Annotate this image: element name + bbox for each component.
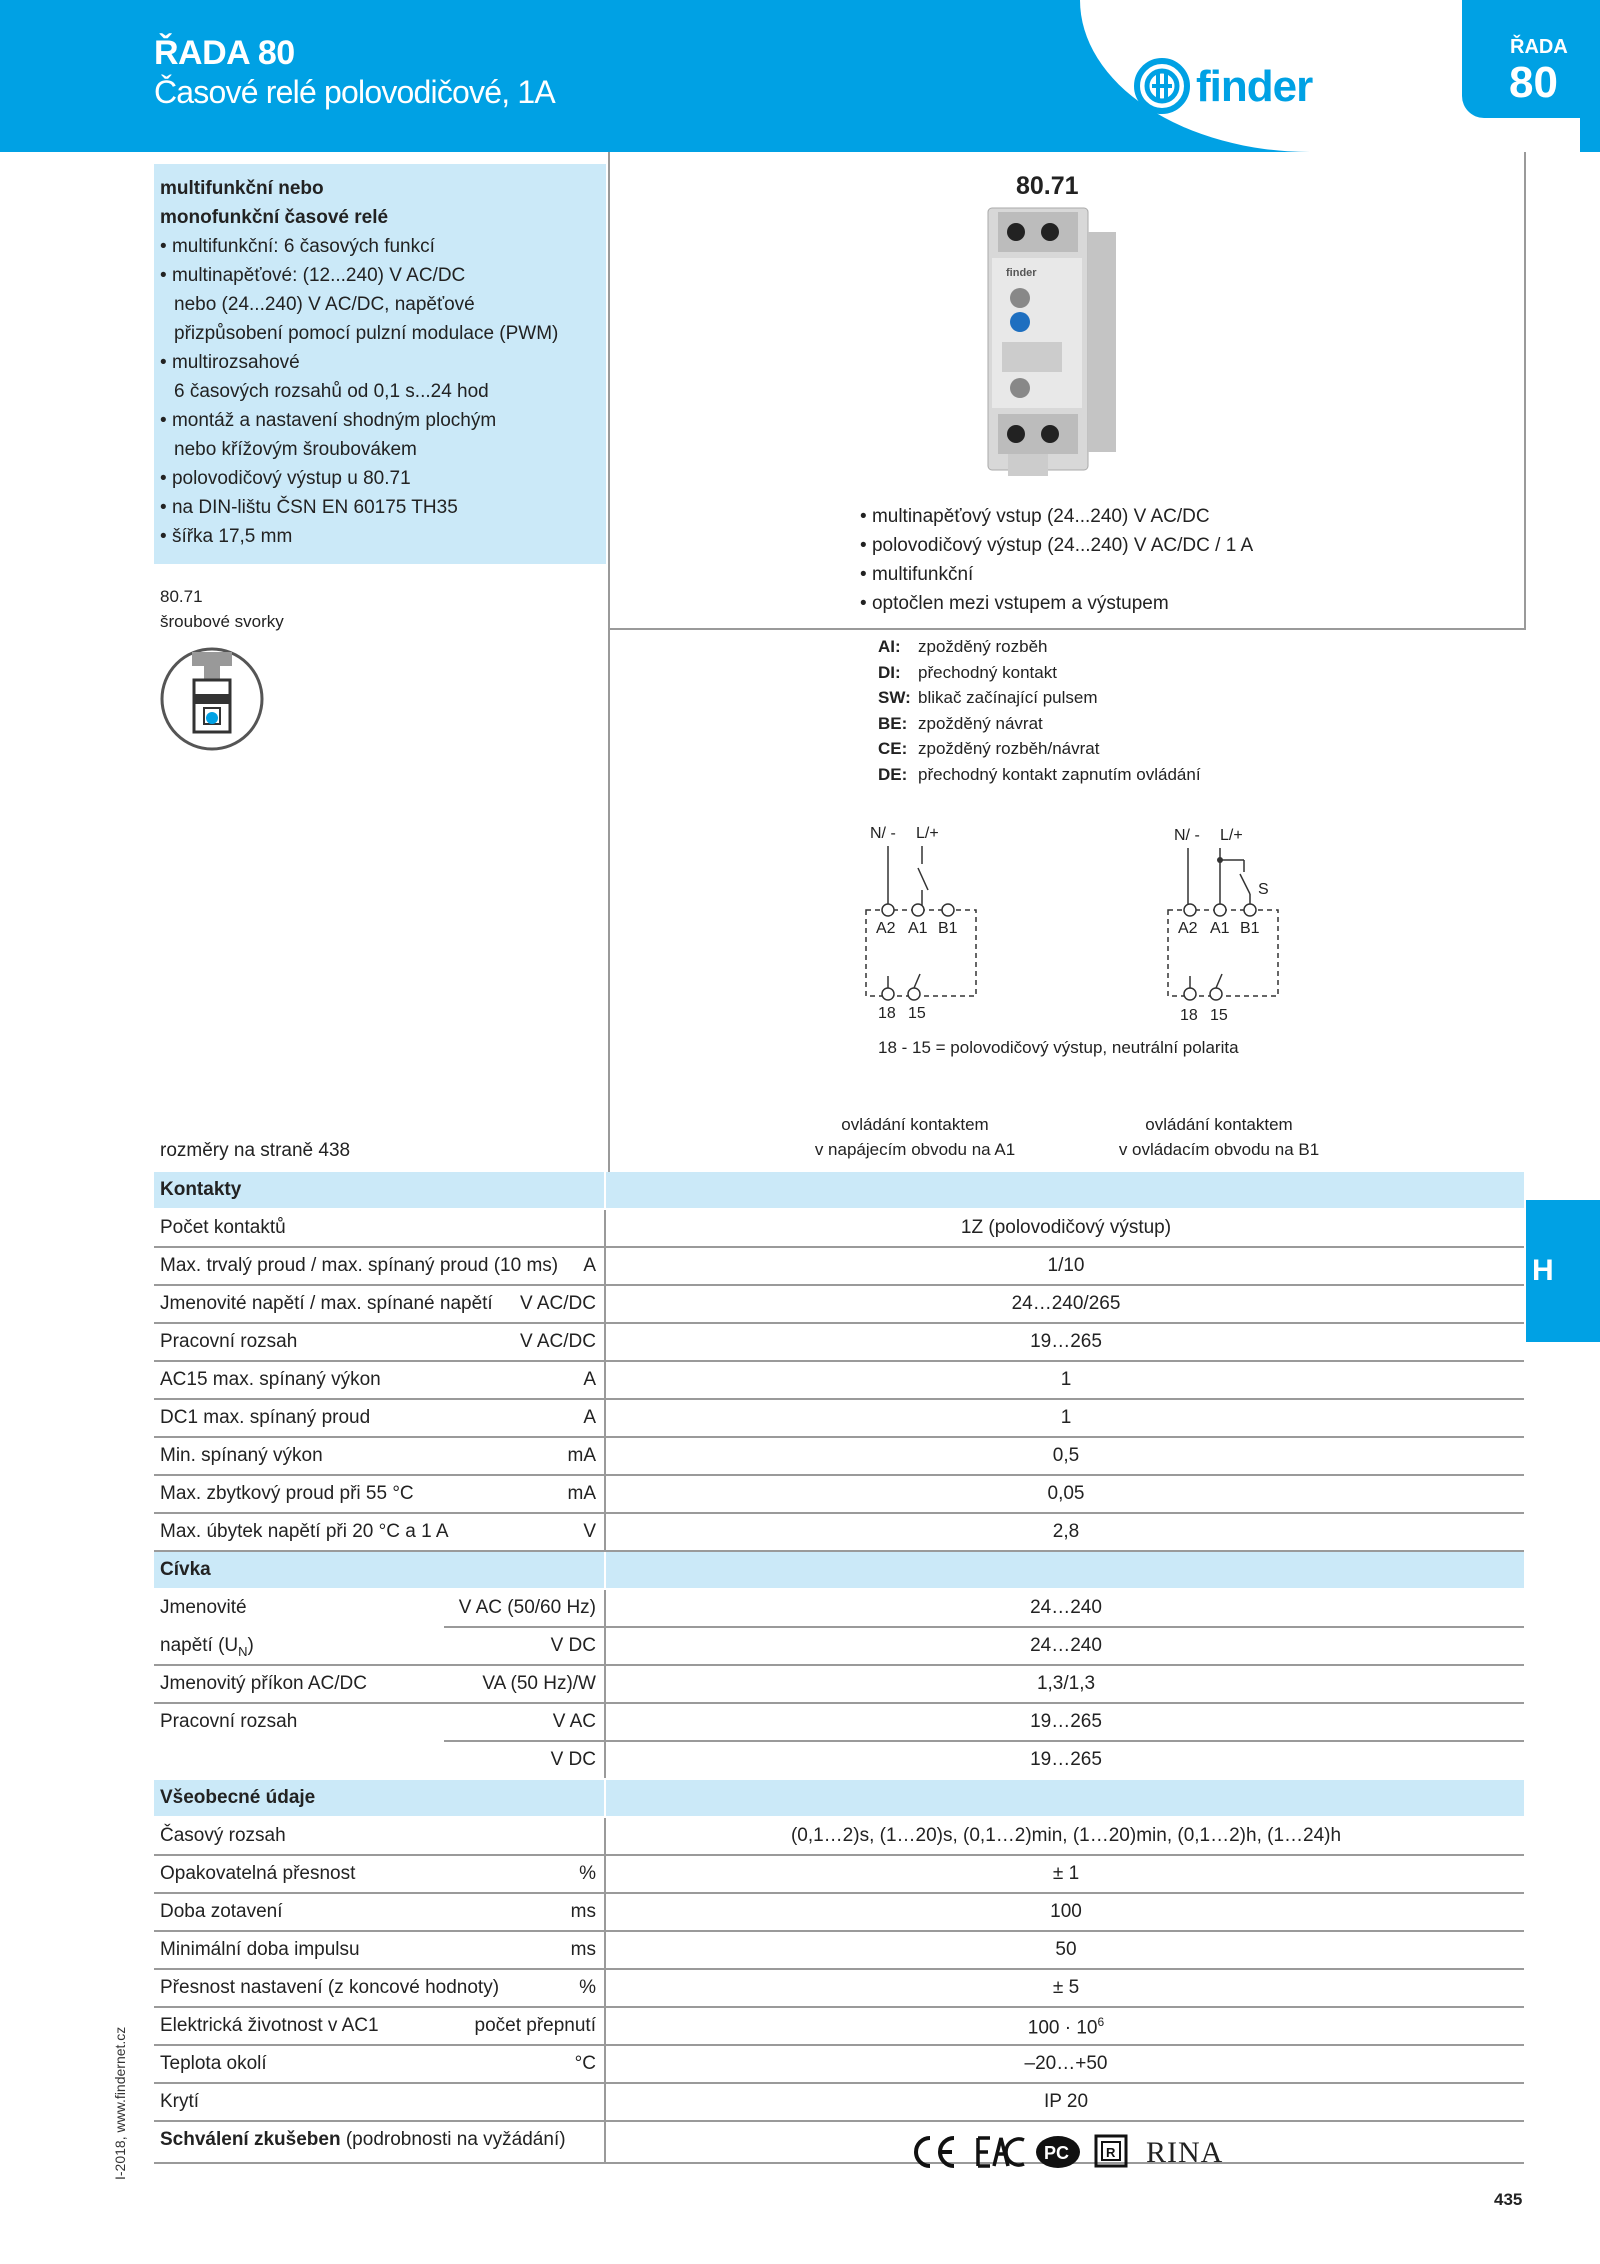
row-unit: V AC/DC	[519, 1331, 596, 1352]
row-value: –20…+50	[1024, 2053, 1108, 2074]
row-unit: A	[583, 1369, 596, 1390]
svg-text:PC: PC	[1044, 2143, 1070, 2163]
row-value: 19…265	[1030, 1331, 1102, 1352]
row-unit: mA	[567, 1445, 596, 1466]
row-value: 1,3/1,3	[1036, 1673, 1096, 1694]
row-unit: %	[579, 1863, 596, 1884]
row-unit: V AC (50/60 Hz)	[458, 1597, 596, 1618]
row-value: 1	[1060, 1407, 1072, 1428]
table-row	[154, 1400, 1524, 1438]
function-text: zpožděný návrat	[918, 713, 1043, 733]
feature-item: • optočlen mezi vstupem a výstupem	[860, 589, 1253, 618]
row-value: 19…265	[1030, 1749, 1102, 1770]
section-row-general	[154, 1780, 1524, 1818]
row-value: 0,05	[1047, 1483, 1085, 1504]
intro-item-cont: přizpůsobení pomocí pulzní modulace (PWM)	[174, 323, 559, 344]
section-row-contacts	[154, 1172, 1524, 1210]
rina-mark: RINA	[1146, 2136, 1224, 2169]
row-label: Počet kontaktů	[160, 1217, 286, 1238]
function-code: SW:	[878, 688, 911, 707]
row-label: Max. úbytek napětí při 20 °C a 1 A	[160, 1521, 449, 1542]
row-unit: VA (50 Hz)/W	[482, 1673, 596, 1694]
row-value: 1/10	[1047, 1255, 1085, 1276]
row-label: Pracovní rozsah	[160, 1711, 298, 1732]
function-text: zpožděný rozběh	[918, 637, 1048, 656]
wiring-note: 18 - 15 = polovodičový výstup, neutrální polarita	[878, 1038, 1239, 1057]
row-unit: V AC/DC	[519, 1293, 596, 1314]
table-row-approvals	[154, 2122, 1524, 2164]
intro-item: • polovodičový výstup u 80.71	[160, 464, 600, 493]
section-divider	[608, 628, 1526, 630]
wiring-diagrams	[858, 816, 1298, 1026]
row-value: 24…240/265	[1011, 1293, 1121, 1314]
lr-mark-icon	[1096, 2136, 1126, 2166]
row-label: Časový rozsah	[160, 1825, 286, 1846]
function-text: zpožděný rozběh/návrat	[918, 739, 1100, 758]
row-value: 1Z (polovodičový výstup)	[960, 1217, 1172, 1238]
row-label: Doba zotavení	[160, 1901, 283, 1922]
row-unit: ms	[570, 1939, 596, 1960]
row-unit: A	[583, 1407, 596, 1428]
wiring-label-b1: B1	[938, 920, 958, 937]
row-label: AC15 max. spínaný výkon	[160, 1369, 381, 1390]
section-title: Kontakty	[160, 1179, 242, 1200]
wiring-label-l: L/+	[916, 825, 939, 842]
function-code: AI:	[878, 637, 901, 656]
table-row	[154, 1324, 1524, 1362]
table-row	[154, 1362, 1524, 1400]
function-row	[878, 711, 1201, 737]
intro-item-cont: nebo (24...240) V AC/DC, napěťové	[174, 294, 475, 315]
row-value: 2,8	[1052, 1521, 1080, 1542]
wiring-label-b1: B1	[1240, 920, 1260, 937]
row-label: Elektrická životnost v AC1	[160, 2015, 379, 2036]
wiring-label-a1: A1	[908, 920, 928, 937]
svg-text:R: R	[1106, 2145, 1116, 2160]
gost-mark-icon	[1036, 2136, 1080, 2168]
feature-list	[860, 502, 1253, 618]
row-unit: V DC	[550, 1749, 596, 1770]
column-head-b1	[1094, 1112, 1344, 1162]
table-row	[154, 2084, 1524, 2122]
row-value: ± 1	[1052, 1863, 1080, 1884]
section-title: Cívka	[160, 1559, 211, 1580]
row-value: $100 \cdot 10^6$	[1027, 2015, 1105, 2039]
relay-product-image	[978, 202, 1120, 482]
column-head-b1-line2: v ovládacím obvodu na B1	[1118, 1140, 1320, 1159]
row-label: Schválení zkušeben (podrobnosti na vyžádání)	[160, 2129, 566, 2150]
screw-terminal-icon	[158, 646, 266, 752]
wiring-label-a1: A1	[1210, 920, 1230, 937]
row-unit: V AC	[552, 1711, 596, 1732]
spec-table	[154, 1172, 1524, 2164]
table-row	[154, 2046, 1524, 2084]
column-divider	[608, 152, 610, 1172]
table-row	[154, 1856, 1524, 1894]
column-head-b1-line1: ovládání kontaktem	[1145, 1115, 1293, 1134]
intro-list	[160, 232, 600, 551]
footer-vertical-note: I-2018, www.findernet.cz	[112, 2026, 128, 2180]
table-row	[154, 1818, 1524, 1856]
row-value: IP 20	[1043, 2091, 1089, 2112]
wiring-label-15: 15	[1210, 1007, 1228, 1024]
series-tab-number: 80	[1509, 58, 1558, 107]
row-label: Opakovatelná přesnost	[160, 1863, 356, 1884]
terminal-label: šroubové svorky	[160, 612, 284, 631]
row-label: Pracovní rozsah	[160, 1331, 298, 1352]
intro-item: • šířka 17,5 mm	[160, 522, 600, 551]
table-row	[154, 1248, 1524, 1286]
wiring-label-s: S	[1258, 881, 1269, 898]
row-label: Přesnost nastavení (z koncové hodnoty)	[160, 1977, 500, 1998]
feature-item: • multifunkční	[860, 560, 1253, 589]
row-value: (0,1…2)s, (1…20)s, (0,1…2)min, (1…20)min, (0,1…2)h, (1…24)h	[790, 1825, 1342, 1846]
wiring-label-a2: A2	[1178, 920, 1198, 937]
function-row	[878, 736, 1201, 762]
section-row-coil	[154, 1552, 1524, 1590]
column-head-a1-line1: ovládání kontaktem	[841, 1115, 989, 1134]
page-subtitle: Časové relé polovodičové, 1A	[154, 74, 555, 110]
row-unit: ms	[570, 1901, 596, 1922]
row-value: 1	[1060, 1369, 1072, 1390]
row-unit: V DC	[550, 1635, 596, 1656]
function-list	[878, 634, 1201, 787]
table-row	[154, 1704, 1524, 1742]
function-text: přechodný kontakt zapnutím ovládání	[918, 764, 1201, 784]
row-unit: V	[583, 1521, 596, 1542]
table-row	[154, 2008, 1524, 2046]
row-unit: %	[579, 1977, 596, 1998]
row-unit: °C	[574, 2053, 596, 2074]
table-row	[154, 1970, 1524, 2008]
row-value: 0,5	[1052, 1445, 1080, 1466]
function-row	[878, 685, 1201, 711]
table-row	[154, 1666, 1524, 1704]
table-row	[154, 1286, 1524, 1324]
row-label: Max. trvalý proud / max. spínaný proud (10 ms)	[160, 1255, 559, 1276]
wiring-diagram-a1	[866, 825, 976, 1022]
terminal-type	[160, 584, 284, 634]
wiring-label-n: N/ -	[1174, 827, 1200, 844]
row-value: ± 5	[1052, 1977, 1080, 1998]
intro-item-cont: nebo křížovým šroubovákem	[174, 439, 417, 460]
feature-item: • multinapěťový vstup (24...240) V AC/DC	[860, 502, 1253, 531]
table-row	[154, 1742, 1524, 1780]
table-row	[154, 1628, 1524, 1666]
function-row	[878, 634, 1201, 660]
row-label: Jmenovité	[160, 1597, 247, 1618]
table-row	[154, 1590, 1524, 1628]
intro-item: • multifunkční: 6 časových funkcí	[160, 232, 600, 261]
row-value: 24…240	[1030, 1597, 1102, 1618]
table-row	[154, 1438, 1524, 1476]
wiring-label-15: 15	[908, 1005, 926, 1022]
row-value: 19…265	[1030, 1711, 1102, 1732]
svg-text:finder: finder	[1006, 267, 1037, 279]
function-row	[878, 762, 1201, 788]
intro-item: • multinapěťové: (12...240) V AC/DC	[160, 261, 600, 290]
wiring-diagram-b1	[1168, 827, 1278, 1024]
row-unit: A	[583, 1255, 596, 1276]
table-row	[154, 1210, 1524, 1248]
function-text: blikač začínající pulsem	[918, 688, 1098, 707]
table-row	[154, 1894, 1524, 1932]
row-value: 24…240	[1030, 1635, 1102, 1656]
row-label: Teplota okolí	[160, 2053, 267, 2074]
row-label: napětí $(U_N)$	[160, 1635, 254, 1659]
table-row	[154, 1476, 1524, 1514]
intro-item-cont: 6 časových rozsahů od 0,1 s...24 hod	[174, 381, 489, 402]
column-head-a1-line2: v napájecím obvodu na A1	[814, 1140, 1016, 1159]
function-text: přechodný kontakt	[918, 662, 1057, 682]
function-code: DE:	[878, 764, 908, 784]
intro-title-1: multifunkční nebo	[160, 178, 324, 199]
brand-name: finder	[1196, 62, 1313, 111]
wiring-label-l: L/+	[1220, 827, 1243, 844]
intro-title-2: monofunkční časové relé	[160, 207, 389, 228]
intro-item: • multirozsahové	[160, 348, 600, 377]
row-value: 50	[1055, 1939, 1077, 1960]
row-label: Max. zbytkový proud při 55 °C	[160, 1483, 414, 1504]
function-code: CE:	[878, 739, 908, 758]
series-title: ŘADA 80	[154, 34, 295, 72]
table-row	[154, 1932, 1524, 1970]
function-row	[878, 660, 1201, 686]
terminal-code: 80.71	[160, 587, 203, 606]
section-title: Všeobecné údaje	[160, 1787, 316, 1808]
intro-item: • montáž a nastavení shodným plochým	[160, 406, 600, 435]
intro-box	[154, 164, 606, 564]
row-label: Krytí	[160, 2091, 200, 2112]
series-tab-label: ŘADA	[1510, 36, 1568, 58]
function-code: DI:	[878, 662, 901, 682]
table-row	[154, 1514, 1524, 1552]
row-label: Jmenovitý příkon AC/DC	[160, 1673, 367, 1694]
side-tab-label: H	[1532, 1254, 1554, 1287]
wiring-label-a2: A2	[876, 920, 896, 937]
row-label: DC1 max. spínaný proud	[160, 1407, 371, 1428]
column-divider-right	[1524, 152, 1526, 628]
column-head-a1	[790, 1112, 1040, 1162]
row-value: 100	[1050, 1901, 1082, 1922]
product-code: 80.71	[1016, 172, 1079, 200]
intro-item: • na DIN-lištu ČSN EN 60175 TH35	[160, 493, 600, 522]
feature-item: • polovodičový výstup (24...240) V AC/DC / 1 A	[860, 531, 1253, 560]
wiring-label-18: 18	[878, 1005, 896, 1022]
row-unit: počet přepnutí	[474, 2015, 596, 2036]
page-number: 435	[1494, 2190, 1523, 2209]
dimensions-note: rozměry na straně 438	[160, 1140, 351, 1161]
ce-mark-icon	[916, 2138, 954, 2166]
row-label: Minimální doba impulsu	[160, 1939, 360, 1960]
row-label: Jmenovité napětí / max. spínané napětí	[160, 1293, 493, 1314]
wiring-label-18: 18	[1180, 1007, 1198, 1024]
row-unit: mA	[567, 1483, 596, 1504]
eac-mark-icon	[978, 2138, 1024, 2166]
header	[0, 0, 1600, 152]
row-label: Min. spínaný výkon	[160, 1445, 323, 1466]
wiring-label-n: N/ -	[870, 825, 896, 842]
function-code: BE:	[878, 713, 908, 733]
